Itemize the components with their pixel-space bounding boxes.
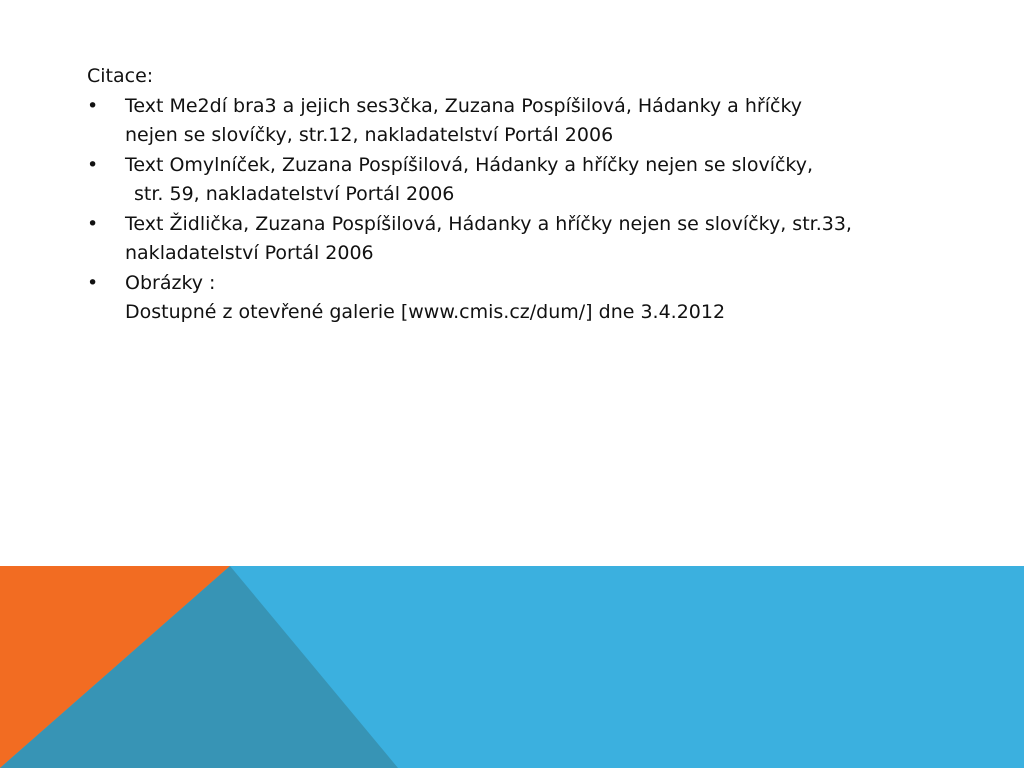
citation-item [87, 210, 967, 269]
citation-item [87, 92, 967, 151]
citation-line: Text Me2dí bra3 a jejich ses3čka, Zuzana Pospíšilová, Hádanky a hříčky [125, 94, 803, 117]
citations-list [87, 92, 967, 328]
bullet-icon: • [87, 153, 99, 176]
bullet-icon: • [87, 94, 99, 117]
citation-line: str. 59, nakladatelství Portál 2006 [134, 183, 455, 205]
bullet-icon: • [87, 271, 99, 294]
citation-item [87, 151, 967, 210]
citations-block [87, 62, 967, 328]
citation-item [87, 269, 967, 328]
citations-heading: Citace: [87, 65, 154, 87]
citation-line: nejen se slovíčky, str.12, nakladatelství Portál 2006 [125, 124, 614, 146]
citation-line: Text Omylníček, Zuzana Pospíšilová, Hádanky a hříčky nejen se slovíčky, [125, 153, 814, 176]
citation-line: nakladatelství Portál 2006 [125, 242, 374, 264]
citation-line: Dostupné z otevřené galerie [www.cmis.cz/dum/] dne 3.4.2012 [125, 301, 726, 323]
citation-line: Text Židlička, Zuzana Pospíšilová, Hádanky a hříčky nejen se slovíčky, str.33, [125, 212, 852, 235]
citation-line: Obrázky : [125, 271, 216, 294]
footer-decoration [0, 566, 1024, 768]
bullet-icon: • [87, 212, 99, 235]
